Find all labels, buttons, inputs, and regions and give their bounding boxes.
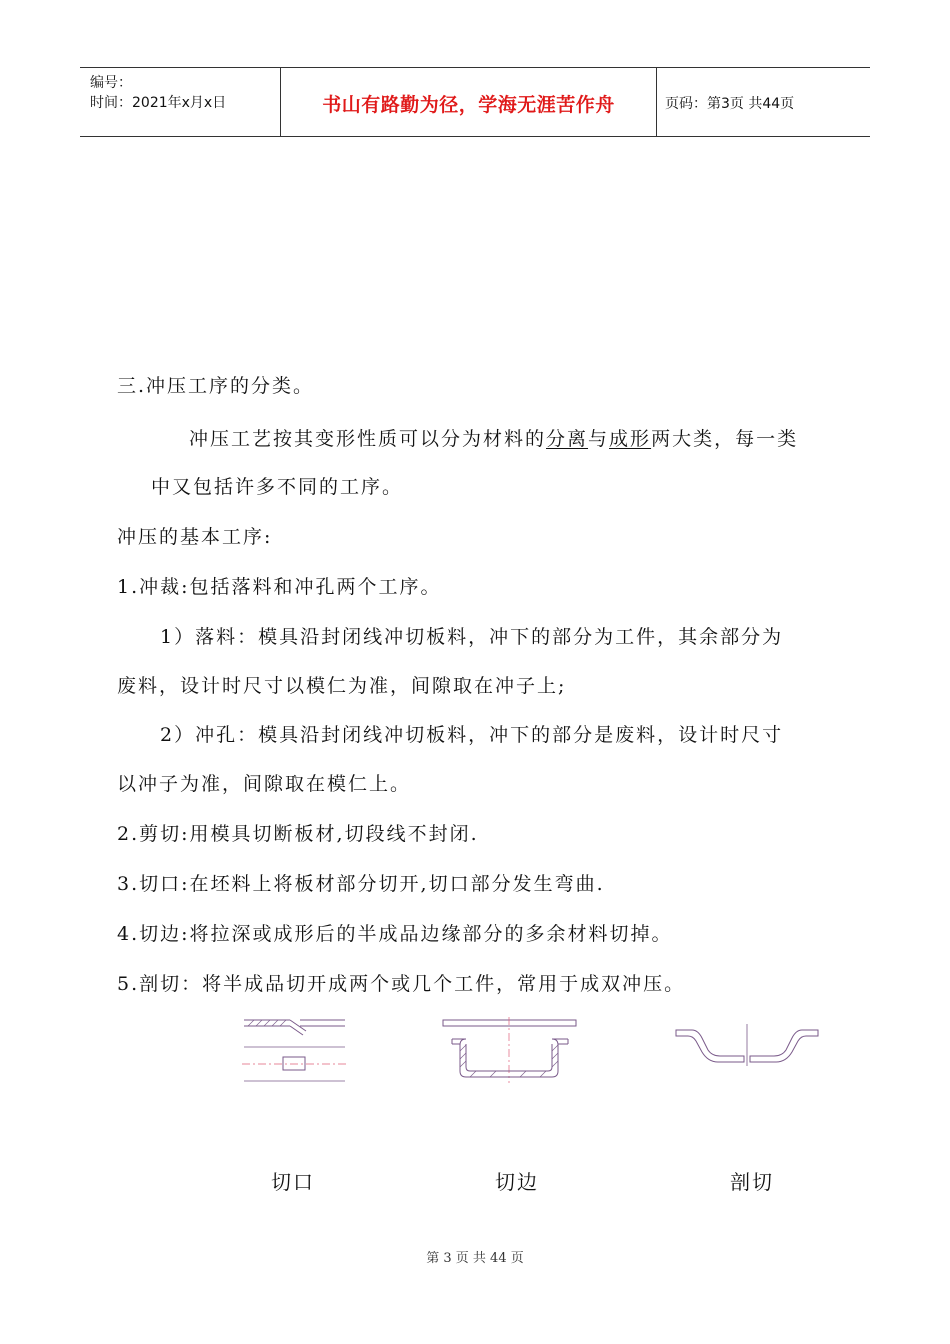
page-footer: 第 3 页 共 44 页 bbox=[426, 1251, 524, 1266]
intro-paragraph-line2: 中又包括许多不同的工序。 bbox=[151, 476, 404, 498]
basic-process-heading: 冲压的基本工序: bbox=[117, 526, 273, 548]
sub-item-blanking-1b: 废料，设计时尺寸以模仁为准，间隙取在冲子上; bbox=[117, 675, 567, 697]
intro-conjunction: 与 bbox=[588, 428, 610, 450]
document-date-label: 时间：2021年x月x日 bbox=[90, 95, 227, 111]
list-item-blanking: 1.冲裁:包括落料和冲孔两个工序。 bbox=[117, 576, 442, 598]
document-number-label: 编号： bbox=[90, 75, 132, 91]
section-heading: 三.冲压工序的分类。 bbox=[117, 375, 315, 397]
intro-text: 冲压工艺按其变形性质可以分为材料的 bbox=[189, 428, 547, 450]
header-meta bbox=[80, 68, 280, 136]
term-separation: 分离 bbox=[546, 428, 589, 450]
list-item-trimming: 4.切边:将拉深或成形后的半成品边缘部分的多余材料切掉。 bbox=[117, 923, 673, 945]
header-page-cell bbox=[655, 68, 870, 136]
sub-item-blanking-1a: 1）落料：模具沿封闭线冲切板料，冲下的部分为工件，其余部分为 bbox=[160, 626, 784, 648]
list-item-parting: 5.剖切：将半成品切开成两个或几个工件，常用于成双冲压。 bbox=[117, 973, 686, 995]
caption-parting: 剖切 bbox=[730, 1170, 774, 1194]
caption-trimming: 切边 bbox=[495, 1170, 539, 1194]
list-item-shearing: 2.剪切:用模具切断板材,切段线不封闭. bbox=[117, 823, 479, 845]
parting-diagram bbox=[672, 1020, 822, 1070]
list-item-notching: 3.切口:在坯料上将板材部分切开,切口部分发生弯曲. bbox=[117, 873, 605, 895]
page-header bbox=[80, 67, 870, 137]
term-forming: 成形 bbox=[609, 428, 652, 450]
sub-item-punching-2b: 以冲子为准，间隙取在模仁上。 bbox=[117, 773, 412, 795]
trimming-diagram bbox=[440, 1015, 580, 1085]
intro-text-end: 两大类，每一类 bbox=[651, 428, 799, 450]
notching-diagram bbox=[240, 1015, 350, 1085]
header-motto-cell bbox=[280, 68, 657, 136]
header-motto: 书山有路勤为径，学海无涯苦作舟 bbox=[322, 94, 615, 116]
caption-notching: 切口 bbox=[271, 1170, 315, 1194]
intro-paragraph-line1 bbox=[189, 424, 798, 451]
header-page-info: 页码：第3页 共44页 bbox=[665, 96, 795, 112]
sub-item-punching-2a: 2）冲孔：模具沿封闭线冲切板料，冲下的部分是废料，设计时尺寸 bbox=[160, 724, 784, 746]
